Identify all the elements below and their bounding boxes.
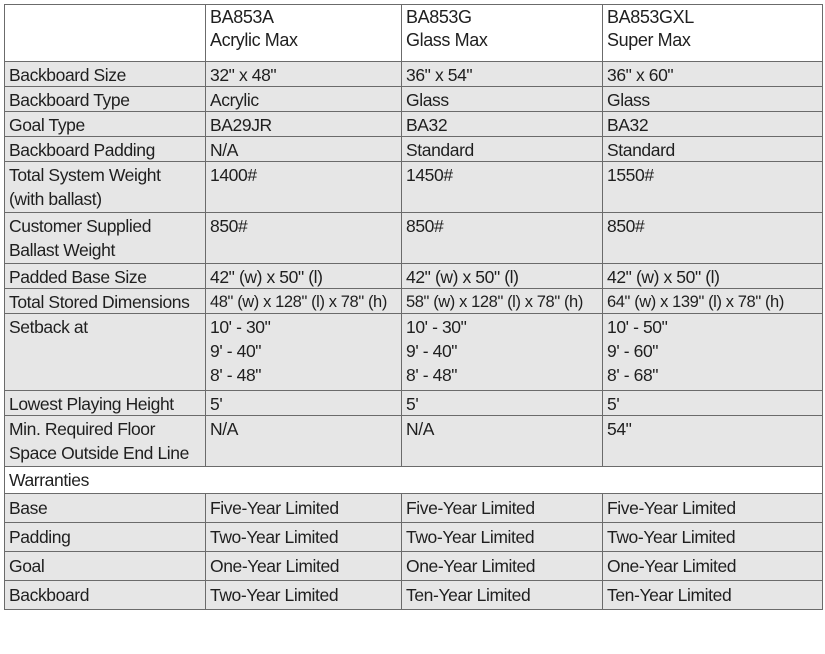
- spec-label-cell: [5, 137, 206, 162]
- model-code: BA853G: [406, 7, 472, 27]
- spec-value: 42" (w) x 50" (l): [607, 267, 720, 287]
- spec-value: 58" (w) x 128" (l) x 78" (h): [406, 293, 583, 311]
- ba853gxl-value-cell: [603, 112, 823, 137]
- spec-label-cell: [5, 112, 206, 137]
- ba853gxl-value-cell: [603, 264, 823, 289]
- spec-value: N/A: [210, 419, 238, 439]
- cell-content: [210, 417, 397, 465]
- ba853g-warranty-cell: Two-Year Limited: [402, 523, 603, 552]
- warranty-row: [5, 523, 823, 552]
- spec-label-cell: [5, 62, 206, 87]
- spec-value: 42" (w) x 50" (l): [210, 267, 323, 287]
- ba853gxl-value-cell: [603, 62, 823, 87]
- ba853a-warranty-cell: Five-Year Limited: [206, 494, 402, 523]
- cell-content: [9, 392, 201, 414]
- spec-row: [5, 213, 823, 264]
- spec-row: [5, 289, 823, 314]
- spec-value: 9' - 40": [210, 341, 262, 361]
- spec-label-cell: [5, 213, 206, 264]
- spec-value: BA32: [406, 115, 448, 135]
- ba853gxl-value-cell: [603, 416, 823, 467]
- cell-content: [406, 392, 598, 414]
- ba853gxl-warranty-cell: Two-Year Limited: [603, 523, 823, 552]
- cell-content: [607, 63, 818, 85]
- spec-label: Space Outside End Line: [9, 443, 189, 463]
- cell-content: [607, 265, 818, 287]
- spec-row: [5, 62, 823, 87]
- spec-value: 9' - 60": [607, 341, 659, 361]
- spec-value: 5': [210, 394, 223, 414]
- cell-content: [9, 163, 201, 211]
- warranties-section-row: [5, 467, 823, 494]
- spec-label: Padded Base Size: [9, 267, 147, 287]
- spec-row: [5, 416, 823, 467]
- spec-row: [5, 162, 823, 213]
- spec-label: Customer Supplied: [9, 216, 152, 236]
- ba853a-value-cell: [206, 314, 402, 391]
- cell-content: [406, 417, 598, 465]
- cell-content: [607, 315, 818, 389]
- warranty-label-cell: Backboard: [5, 581, 206, 610]
- ba853a-value-cell: [206, 137, 402, 162]
- cell-content: [406, 315, 598, 389]
- spec-value: 8' - 48": [406, 365, 458, 385]
- ba853a-value-cell: [206, 62, 402, 87]
- spec-value: BA29JR: [210, 115, 272, 135]
- header-cell-ba853a: [206, 5, 402, 62]
- ba853a-value-cell: [206, 416, 402, 467]
- spec-value: 10' - 30": [210, 317, 271, 337]
- spec-label: Total Stored Dimensions: [9, 292, 190, 312]
- ba853a-warranty-cell: Two-Year Limited: [206, 523, 402, 552]
- cell-content: [210, 392, 397, 414]
- model-name: Super Max: [607, 30, 691, 50]
- spec-row: [5, 391, 823, 416]
- ba853g-warranty-cell: Ten-Year Limited: [402, 581, 603, 610]
- spec-value: Acrylic: [210, 90, 259, 110]
- cell-content: [9, 138, 201, 160]
- ba853a-value-cell: [206, 87, 402, 112]
- header-empty-cell: [5, 5, 206, 62]
- ba853a-value-cell: [206, 264, 402, 289]
- spec-value: 10' - 30": [406, 317, 467, 337]
- spec-table: [4, 4, 823, 610]
- spec-label: Backboard Padding: [9, 140, 155, 160]
- spec-value: 850#: [607, 216, 645, 236]
- cell-content: [210, 113, 397, 135]
- cell-content: [9, 265, 201, 287]
- cell-content: [607, 88, 818, 110]
- ba853gxl-warranty-cell: Ten-Year Limited: [603, 581, 823, 610]
- cell-content: [406, 113, 598, 135]
- spec-value: 8' - 48": [210, 365, 262, 385]
- cell-content: [210, 88, 397, 110]
- cell-content: [210, 138, 397, 160]
- spec-value: 850#: [406, 216, 444, 236]
- ba853g-value-cell: [402, 62, 603, 87]
- header-row: [5, 5, 823, 62]
- cell-content: [607, 113, 818, 135]
- header-cell-ba853gxl: [603, 5, 823, 62]
- cell-content: [9, 315, 201, 389]
- ba853gxl-value-cell: [603, 391, 823, 416]
- cell-content: [9, 417, 201, 465]
- cell-content: [406, 63, 598, 85]
- spec-value: 64" (w) x 139" (l) x 78" (h): [607, 293, 784, 311]
- spec-value: 9' - 40": [406, 341, 458, 361]
- spec-label: Backboard Size: [9, 65, 126, 85]
- ba853g-value-cell: [402, 314, 603, 391]
- spec-value: 32" x 48": [210, 65, 277, 85]
- cell-content: [9, 290, 201, 312]
- spec-value: 36" x 54": [406, 65, 473, 85]
- ba853a-value-cell: [206, 213, 402, 264]
- ba853g-value-cell: [402, 87, 603, 112]
- warranty-row: [5, 581, 823, 610]
- spec-value: 1400#: [210, 165, 257, 185]
- spec-value: N/A: [406, 419, 434, 439]
- ba853g-value-cell: [402, 112, 603, 137]
- spec-label-cell: [5, 264, 206, 289]
- cell-content: [406, 290, 598, 312]
- warranty-label-cell: Padding: [5, 523, 206, 552]
- ba853g-value-cell: [402, 416, 603, 467]
- ba853g-value-cell: [402, 264, 603, 289]
- cell-content: [406, 138, 598, 160]
- spec-row: [5, 314, 823, 391]
- model-name: Glass Max: [406, 30, 488, 50]
- cell-content: [9, 63, 201, 85]
- cell-content: [607, 163, 818, 211]
- warranty-label-cell: Goal: [5, 552, 206, 581]
- spec-label: Min. Required Floor: [9, 419, 156, 439]
- ba853gxl-warranty-cell: One-Year Limited: [603, 552, 823, 581]
- spec-label: Total System Weight: [9, 165, 161, 185]
- ba853a-warranty-cell: Two-Year Limited: [206, 581, 402, 610]
- model-name: Acrylic Max: [210, 30, 298, 50]
- spec-value: 5': [406, 394, 419, 414]
- spec-value: 1450#: [406, 165, 453, 185]
- cell-content: [607, 214, 818, 262]
- ba853a-value-cell: [206, 162, 402, 213]
- spec-value: Glass: [406, 90, 449, 110]
- spec-value: Glass: [607, 90, 650, 110]
- ba853g-value-cell: [402, 213, 603, 264]
- spec-value: 1550#: [607, 165, 654, 185]
- ba853g-value-cell: [402, 391, 603, 416]
- cell-content: [406, 265, 598, 287]
- cell-content: [406, 163, 598, 211]
- ba853g-warranty-cell: Five-Year Limited: [402, 494, 603, 523]
- cell-content: [9, 88, 201, 110]
- cell-content: [607, 392, 818, 414]
- cell-content: [210, 265, 397, 287]
- model-code: BA853A: [210, 7, 274, 27]
- cell-content: [210, 214, 397, 262]
- cell-content: [607, 138, 818, 160]
- ba853a-value-cell: [206, 289, 402, 314]
- spec-value: 10' - 50": [607, 317, 668, 337]
- cell-content: [210, 290, 397, 312]
- warranty-row: [5, 552, 823, 581]
- spec-label-cell: [5, 416, 206, 467]
- ba853g-value-cell: [402, 289, 603, 314]
- spec-value: Standard: [406, 140, 474, 160]
- header-cell-ba853g: [402, 5, 603, 62]
- spec-value: 36" x 60": [607, 65, 674, 85]
- spec-label: Setback at: [9, 317, 88, 337]
- spec-value: BA32: [607, 115, 649, 135]
- ba853gxl-value-cell: [603, 162, 823, 213]
- spec-value: Standard: [607, 140, 675, 160]
- ba853gxl-warranty-cell: Five-Year Limited: [603, 494, 823, 523]
- ba853g-value-cell: [402, 137, 603, 162]
- spec-label-cell: [5, 391, 206, 416]
- spec-label-cell: [5, 289, 206, 314]
- spec-label-cell: [5, 87, 206, 112]
- ba853a-warranty-cell: One-Year Limited: [206, 552, 402, 581]
- ba853g-value-cell: [402, 162, 603, 213]
- warranty-row: [5, 494, 823, 523]
- cell-content: [607, 290, 818, 312]
- spec-label-cell: [5, 162, 206, 213]
- cell-content: [406, 88, 598, 110]
- cell-content: [210, 315, 397, 389]
- spec-label: Goal Type: [9, 115, 85, 135]
- model-code: BA853GXL: [607, 7, 694, 27]
- spec-row: [5, 87, 823, 112]
- ba853gxl-value-cell: [603, 314, 823, 391]
- cell-content: [210, 63, 397, 85]
- warranties-heading: Warranties: [5, 467, 823, 494]
- spec-value: 48" (w) x 128" (l) x 78" (h): [210, 293, 387, 311]
- spec-value: 42" (w) x 50" (l): [406, 267, 519, 287]
- spec-row: [5, 137, 823, 162]
- spec-label-cell: [5, 314, 206, 391]
- spec-label: (with ballast): [9, 189, 102, 209]
- cell-content: [9, 214, 201, 262]
- cell-content: [9, 113, 201, 135]
- warranty-label-cell: Base: [5, 494, 206, 523]
- ba853gxl-value-cell: [603, 213, 823, 264]
- spec-value: 54": [607, 419, 632, 439]
- spec-value: 850#: [210, 216, 248, 236]
- ba853a-value-cell: [206, 112, 402, 137]
- spec-label: Backboard Type: [9, 90, 130, 110]
- ba853a-value-cell: [206, 391, 402, 416]
- cell-content: [406, 214, 598, 262]
- spec-value: 5': [607, 394, 620, 414]
- ba853g-warranty-cell: One-Year Limited: [402, 552, 603, 581]
- ba853gxl-value-cell: [603, 137, 823, 162]
- spec-label: Ballast Weight: [9, 240, 115, 260]
- spec-row: [5, 264, 823, 289]
- ba853gxl-value-cell: [603, 289, 823, 314]
- spec-label: Lowest Playing Height: [9, 394, 174, 414]
- cell-content: [210, 163, 397, 211]
- spec-row: [5, 112, 823, 137]
- ba853gxl-value-cell: [603, 87, 823, 112]
- spec-value: N/A: [210, 140, 238, 160]
- spec-value: 8' - 68": [607, 365, 659, 385]
- cell-content: [607, 417, 818, 465]
